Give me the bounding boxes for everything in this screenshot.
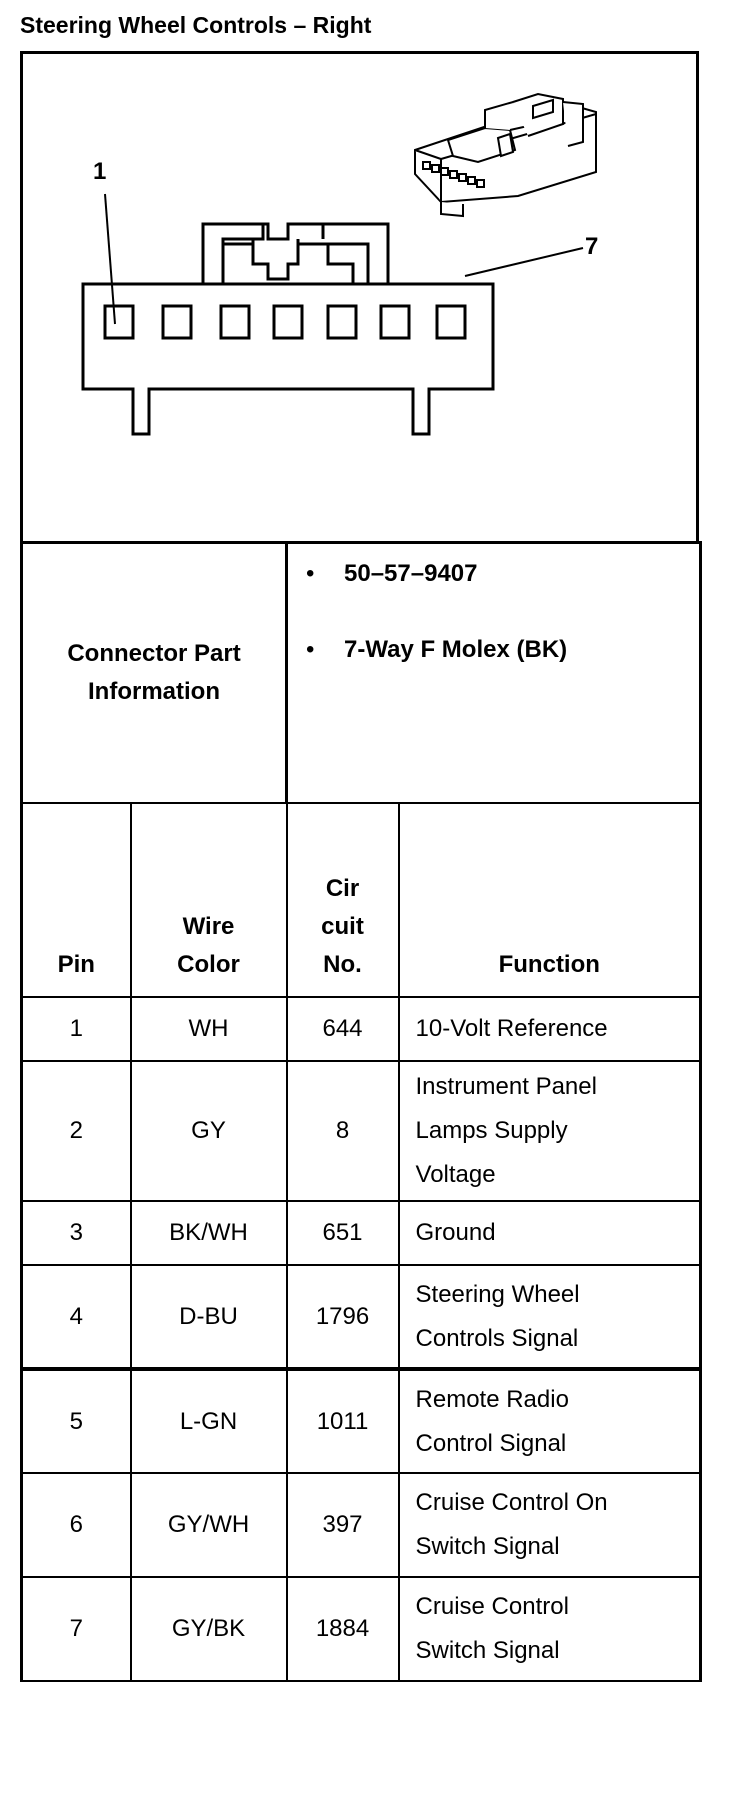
header-circuit-line2: cuit <box>321 913 364 940</box>
pin-function <box>399 1473 701 1577</box>
connector-diagram-panel <box>20 51 699 541</box>
pin-cavity-2 <box>163 306 191 338</box>
pin-function <box>399 1369 701 1473</box>
wire-color: GY/BK <box>131 1577 287 1681</box>
table-header-row <box>22 803 701 997</box>
table-row <box>22 1473 701 1577</box>
connector-info-item <box>306 634 699 710</box>
pin-function <box>399 1201 701 1265</box>
connector-part-number: 50–57–9407 <box>344 560 478 587</box>
wire-color: GY/WH <box>131 1473 287 1577</box>
pin-number: 4 <box>22 1265 131 1369</box>
header-pin: Pin <box>22 803 131 997</box>
circuit-number: 8 <box>287 1061 399 1201</box>
pin-cavity-4 <box>274 306 302 338</box>
pinout-table <box>20 541 702 1682</box>
connector-info-label-line1: Connector Part <box>67 640 241 667</box>
pin-rows <box>22 997 701 1681</box>
pin-function-line: Switch Signal <box>415 1533 560 1560</box>
bullet-icon: • <box>306 560 315 587</box>
bullet-icon: • <box>306 636 315 663</box>
pin-function <box>399 997 701 1061</box>
wire-color: L-GN <box>131 1369 287 1473</box>
header-wire-color-line1: Wire <box>182 913 235 940</box>
connector-info-label <box>22 543 287 804</box>
pin-7-leader <box>465 248 583 276</box>
table-row <box>22 1201 701 1265</box>
table-row <box>22 997 701 1061</box>
wire-color: WH <box>131 997 287 1061</box>
circuit-number: 1011 <box>287 1369 399 1473</box>
connector-3d-illustration <box>415 94 596 216</box>
pin-cavity-6 <box>381 306 409 338</box>
pin-function-line: Remote Radio <box>415 1385 569 1413</box>
pin-function-line: Ground <box>415 1219 496 1246</box>
header-circuit <box>287 803 399 997</box>
wire-color: D-BU <box>131 1265 287 1369</box>
pin-number: 5 <box>22 1369 131 1473</box>
circuit-number: 1884 <box>287 1577 399 1681</box>
connector-info-row <box>22 543 701 804</box>
connector-info-list <box>288 544 699 710</box>
pin-function-line: Voltage <box>415 1161 496 1188</box>
pin-cavity-5 <box>328 306 356 338</box>
pin-function-line: Controls Signal <box>415 1324 579 1352</box>
table-row <box>22 1265 701 1369</box>
pin-function-line: Switch Signal <box>415 1637 560 1664</box>
table-row <box>22 1061 701 1201</box>
pin-function-line: Control Signal <box>415 1429 567 1457</box>
pin-function-line: Cruise Control <box>415 1593 569 1620</box>
pin-number: 1 <box>22 997 131 1061</box>
table-row <box>22 1577 701 1681</box>
circuit-number: 644 <box>287 997 399 1061</box>
pin-cavity-3 <box>221 306 249 338</box>
header-wire-color <box>131 803 287 997</box>
wire-color: BK/WH <box>131 1201 287 1265</box>
pin-1-label: 1 <box>93 158 107 185</box>
page-title: Steering Wheel Controls – Right <box>20 12 372 38</box>
circuit-number: 397 <box>287 1473 399 1577</box>
pin-cavities <box>105 306 465 338</box>
connector-document <box>20 51 699 1682</box>
pin-number: 6 <box>22 1473 131 1577</box>
pin-function-line: Steering Wheel <box>415 1280 580 1308</box>
pin-number: 3 <box>22 1201 131 1265</box>
header-function: Function <box>399 803 701 997</box>
pin-cavity-7 <box>437 306 465 338</box>
pin-function <box>399 1265 701 1369</box>
wire-color: GY <box>131 1061 287 1201</box>
pin-function <box>399 1061 701 1201</box>
pin-cavity-1 <box>105 306 133 338</box>
connector-info-item <box>306 558 699 634</box>
header-circuit-line3: No. <box>323 951 362 978</box>
circuit-number: 1796 <box>287 1265 399 1369</box>
connector-description: 7-Way F Molex (BK) <box>344 636 568 663</box>
header-wire-color-line2: Color <box>177 951 240 978</box>
pin-function-line: 10-Volt Reference <box>415 1015 608 1042</box>
pin-function-line: Lamps Supply <box>415 1117 568 1144</box>
pin-function-line: Instrument Panel <box>415 1073 597 1100</box>
circuit-number: 651 <box>287 1201 399 1265</box>
header-circuit-line1: Cir <box>325 875 360 902</box>
pin-function-line: Cruise Control On <box>415 1489 608 1516</box>
pin-number: 2 <box>22 1061 131 1201</box>
connector-info-values <box>287 543 701 804</box>
pin-number: 7 <box>22 1577 131 1681</box>
connector-info-label-line2: Information <box>88 678 220 705</box>
pin-7-label: 7 <box>585 233 599 260</box>
table-row <box>22 1369 701 1473</box>
pin-function <box>399 1577 701 1681</box>
connector-diagram <box>23 54 702 544</box>
